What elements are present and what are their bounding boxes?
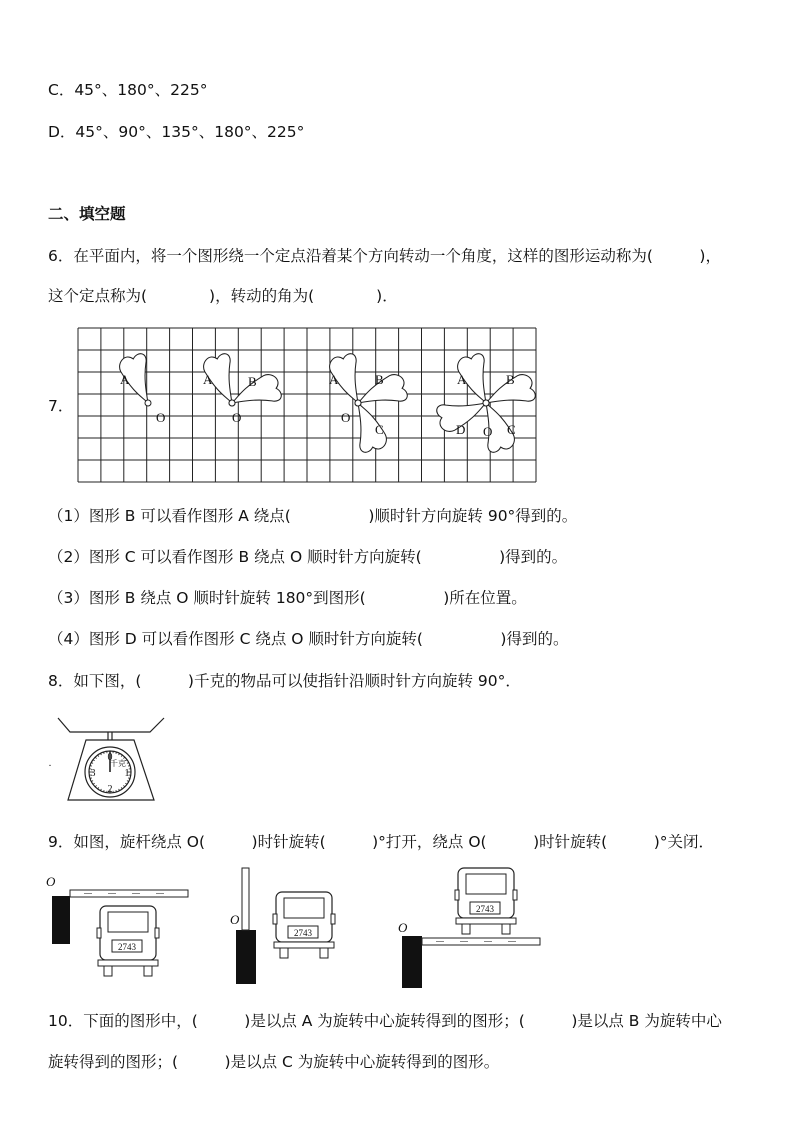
fig1-label-a: A — [120, 372, 130, 387]
plate-1: 2743 — [118, 942, 136, 952]
dial-1: 1 — [124, 768, 130, 779]
fig4-label-a: A — [457, 372, 467, 387]
gate-post-3 — [402, 936, 422, 988]
fig2-label-a: A — [203, 372, 213, 387]
q7-sub3: （3）图形 B 绕点 O 顺时针旋转 180°到图形( )所在位置。 — [48, 589, 527, 607]
fig3-label-b: B — [375, 372, 384, 387]
q6-line1: 6．在平面内，将一个图形绕一个定点沿着某个方向转动一个角度，这样的图形运动称为( )， — [48, 247, 721, 265]
q9-gate-figure — [44, 866, 544, 990]
fig2-label-b: B — [248, 374, 257, 389]
gate-closed-after-panel — [398, 868, 540, 988]
q6-line2: 这个定点称为( )，转动的角为( )． — [48, 287, 398, 305]
section-title: 二、填空题 — [48, 205, 126, 223]
scale-pan — [58, 718, 164, 732]
gate-post-2 — [236, 930, 256, 984]
q7-number: 7． — [48, 397, 74, 415]
o-label-3: O — [398, 920, 408, 935]
gate-bar-open — [242, 868, 249, 930]
q7-sub1: （1）图形 B 可以看作图形 A 绕点( )顺时针方向旋转 90°得到的。 — [48, 507, 578, 525]
gate-open-panel — [230, 868, 335, 984]
dial-0: 0 — [107, 752, 113, 763]
fig2-petal-b-center — [229, 400, 235, 406]
plate-3: 2743 — [476, 904, 494, 914]
option-c: C．45°、180°、225° — [48, 81, 208, 99]
truck-3 — [455, 868, 517, 934]
q9-text: 9．如图，旋杆绕点 O( )时针旋转( )°打开，绕点 O( )时针旋转( )°关闭． — [48, 833, 714, 851]
fig4-label-o: O — [483, 424, 493, 439]
q10-line2: 旋转得到的图形；( )是以点 C 为旋转中心旋转得到的图形。 — [48, 1053, 500, 1071]
fig3-label-c: C — [375, 422, 384, 437]
o-label-1: O — [46, 874, 56, 889]
option-d: D．45°、90°、135°、180°、225° — [48, 123, 305, 141]
fig1-petal-a-center — [145, 400, 151, 406]
truck-1 — [97, 906, 159, 976]
q8-scale-figure — [46, 714, 170, 806]
fig4-label-c: C — [507, 422, 516, 437]
fig3-label-a: A — [329, 372, 339, 387]
fig3-label-o: O — [341, 410, 351, 425]
stray-dot: . — [48, 758, 52, 769]
fig4-label-d: D — [456, 422, 466, 437]
truck-2 — [273, 892, 335, 958]
plate-2: 2743 — [294, 928, 312, 938]
q7-sub2: （2）图形 C 可以看作图形 B 绕点 O 顺时针方向旋转( )得到的。 — [48, 548, 568, 566]
q7-sub4: （4）图形 D 可以看作图形 C 绕点 O 顺时针方向旋转( )得到的。 — [48, 630, 569, 648]
fig4-petal-d-center — [483, 400, 489, 406]
gate-post-1 — [52, 896, 70, 944]
dial-3: 3 — [90, 768, 96, 779]
q10-line1: 10．下面的图形中，( )是以点 A 为旋转中心旋转得到的图形；( )是以点 B 为旋转中心 — [48, 1012, 722, 1030]
fig3-petal-c-center — [355, 400, 361, 406]
fig2-label-o: O — [232, 410, 242, 425]
fig1-label-o: O — [156, 410, 166, 425]
q8-text: 8．如下图，( )千克的物品可以使指针沿顺时针方向旋转 90°． — [48, 672, 521, 690]
gate-closed-panel — [46, 874, 188, 976]
fig4-label-b: B — [506, 372, 515, 387]
o-label-2: O — [230, 912, 240, 927]
q7-petal-grid-figure — [76, 326, 564, 484]
petal-figures — [120, 354, 536, 453]
dial-2: 2 — [107, 784, 113, 795]
dial-unit: 千克 — [110, 759, 126, 768]
